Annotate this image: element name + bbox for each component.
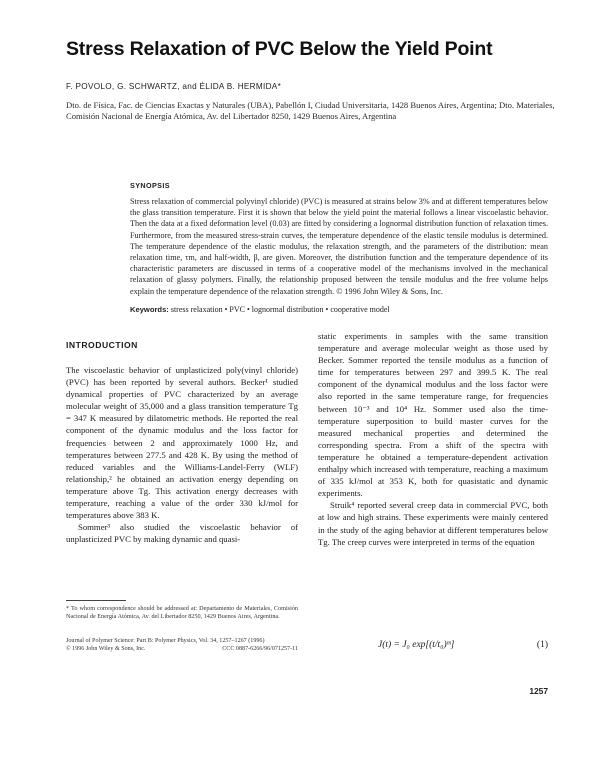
paragraph: static experiments in samples with the same transition temperature and average molecular weight as those used by Becker. Sommer reported the tensile modulus as a function of time for temperatures between 297 and 399.5 K. The real component of the dynamical modulus and the loss factor were also reported in the same temperature range, for frequencies between 10⁻³ and 10⁴ Hz. Sommer used also the time-temperature superposition to build master curves for the measured mechanical properties and determined the corresponding spectra. From a shift of the spectra with temperature he obtained a temperature-dependent activation enthalpy which increased with temperature, reaching a maximum of 335 kJ/mol at 353 K, both for quasistatic and dynamic experiments. <box>318 331 548 499</box>
equation-number: (1) <box>536 640 548 650</box>
section-heading-introduction: INTRODUCTION <box>66 340 138 350</box>
paragraph: The viscoelastic behavior of unplasticized poly(vinyl chloride) (PVC) has been reported by several authors. Becker¹ studied dynamical properties of PVC characterized by an average molecular weight of 35,000 and a glass transition temperature Tg = 347 K measured by dilatometric methods. He reported the real component of the dynamic modulus and the loss factor for frequencies between 2 and approximately 1000 Hz, and temperatures between 277.5 and 428 K. By using the method of reduced variables and the Williams-Landel-Ferry (WLF) relationship,² he obtained an activation energy depending on temperature above Tg. This activation energy decreases with temperature, reaching a value of the order 330 kJ/mol for temperatures above 383 K. <box>66 365 298 521</box>
keywords-list: stress relaxation • PVC • lognormal distribution • cooperative model <box>170 305 390 314</box>
journal-citation: Journal of Polymer Science: Part B: Polymer Physics, Vol. 34, 1257–1267 (1996) <box>66 638 265 644</box>
left-column <box>66 364 298 545</box>
keywords-label: Keywords: <box>130 305 169 314</box>
affiliation: Dto. de Física, Fac. de Ciencias Exactas y Naturales (UBA), Pabellón I, Ciudad Universitaria, 1428 Buenos Aires, Argentina; Dto. Materiales, Comisión Nacional de Energía Atómica, Av. del Libertador 8250, 1429 Buenos Aires, Argentina <box>66 100 555 121</box>
paragraph: Struik⁴ reported several creep data in commercial PVC, both at low and high strains. These experiments were mainly centered in the study of the aging behavior at different temperatures below Tg. The creep curves were interpreted in terms of the equation <box>318 500 548 547</box>
footnote-divider <box>66 600 126 601</box>
paragraph: Sommer³ also studied the viscoelastic behavior of unplasticized PVC by making dynamic and quasi- <box>66 522 298 545</box>
ccc-code: CCC 0887-6266/96/071257-11 <box>222 646 298 652</box>
keywords-line <box>130 305 548 314</box>
page-number: 1257 <box>529 686 548 696</box>
right-column <box>318 330 548 548</box>
equation-expression: J(t) = J₀ exp[(t/t₀)ᵐ] <box>378 640 455 650</box>
paper-title: Stress Relaxation of PVC Below the Yield Point <box>66 38 493 60</box>
author-list: F. POVOLO, G. SCHWARTZ, and ÉLIDA B. HERMIDA* <box>66 82 282 91</box>
copyright-notice: © 1996 John Wiley & Sons, Inc. <box>66 646 146 652</box>
abstract-text: Stress relaxation of commercial polyvinyl chloride) (PVC) is measured at strains below 3% and at different temperatures below the glass transition temperature. First it is shown that below the yield point the material follows a linear viscoelastic behavior. Then the data at a fixed deformation level (0.03) are fitted by considering a lognormal distribution function of relaxation times. Furthermore, from the measured stress-strain curves, the temperature dependence of the elastic tensile modulus is determined. The temperature dependence of the elastic modulus, the relaxation strength, and the parameters of the distribution: mean relaxation time, τm, and half-width, β, are given. Moreover, the distribution function and the temperature dependence of its characteristic parameters are discussed in terms of a cooperative model of the mechanisms involved in the mechanical relaxation of glassy polymers. Finally, the relationship proposed between the tensile modulus and the free volume helps explain the temperature dependence of the relaxation strength. © 1996 John Wiley & Sons, Inc. <box>130 197 548 296</box>
synopsis-heading: SYNOPSIS <box>130 181 170 190</box>
journal-info <box>66 637 298 653</box>
footnote: * To whom correspondence should be addressed at: Departamento de Materiales, Comisión Nacional de Energía Atómica, Av. del Libertador 8250, 1429 Buenos Aires, Argentina. <box>66 605 298 620</box>
